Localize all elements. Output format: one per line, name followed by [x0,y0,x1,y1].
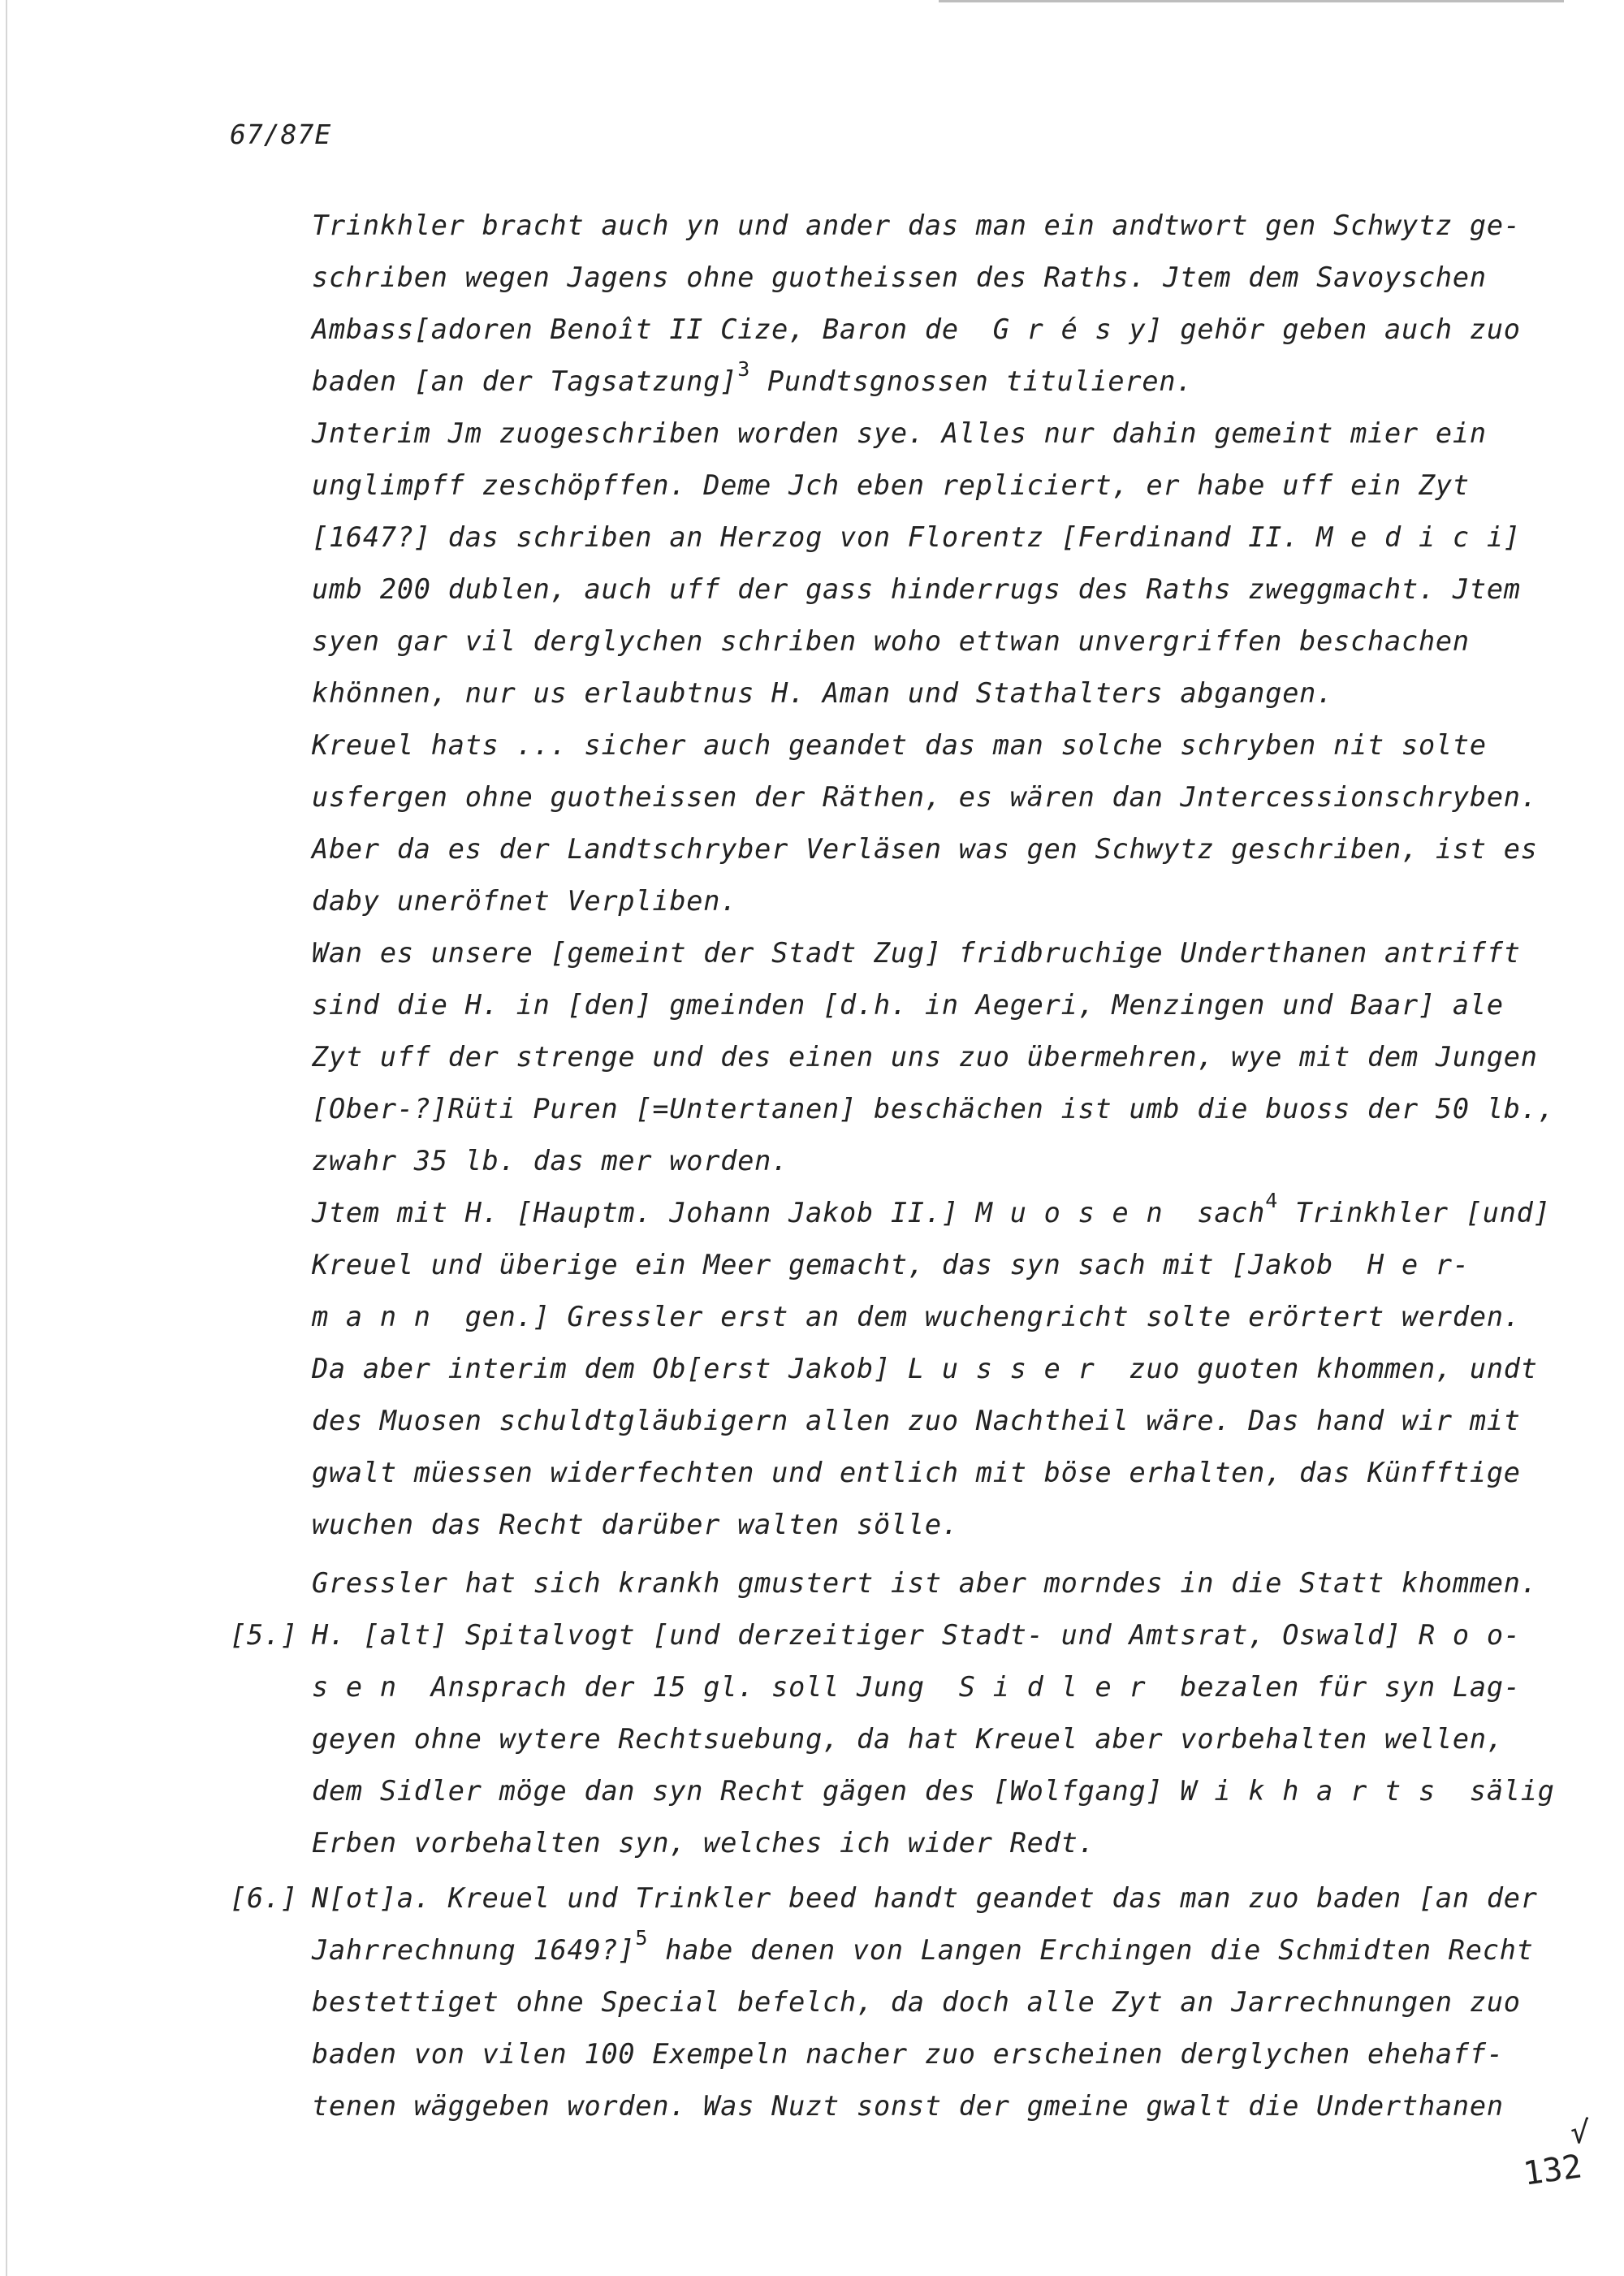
text-line: schriben wegen Jagens ohne guotheissen des Raths. Jtem dem Savoyschen [312,261,1487,293]
text-line: sind die H. in [den] gmeinden [d.h. in Aegeri, Menzingen und Baar] ale [312,989,1504,1021]
text-line: Ambass[adoren Benoît II Cize, Baron de G r é s y] gehör geben auch zuo [312,313,1521,345]
text-line: bestettiget ohne Special befelch, da doch alle Zyt an Jarrechnungen zuo [312,1986,1521,2018]
checkmark-annotation: √ [1570,2114,1589,2150]
text-line: N[ot]a. Kreuel und Trinkler beed handt geandet das man zuo baden [an der [312,1882,1538,1914]
text-line: Gressler hat sich krankh gmustert ist aber morndes in die Statt khommen. [312,1567,1538,1599]
document-reference: 67/87E [230,119,332,150]
text-line: H. [alt] Spitalvogt [und derzeitiger Stadt- und Amtsrat, Oswald] R o o- [312,1619,1521,1651]
scan-top-edge [939,0,1564,2]
footnote-marker: 3 [737,357,751,381]
text-line: Erben vorbehalten syn, welches ich wider Redt. [312,1827,1095,1859]
text-line: s e n Ansprach der 15 gl. soll Jung S i d l e r bezalen für syn Lag- [312,1671,1521,1703]
text-line: umb 200 dublen, auch uff der gass hinderrugs des Raths zweggmacht. Jtem [312,573,1521,605]
text-line: syen gar vil derglychen schriben woho ettwan unvergriffen beschachen [312,625,1470,657]
text-line: daby uneröfnet Verpliben. [312,885,738,917]
text-line: Jahrrechnung 1649?]$^5$ habe denen von Langen Erchingen die Schmidten Recht [312,1926,1534,1966]
text-line: Jtem mit H. [Hauptm. Johann Jakob II.] M u o s e n sach$^4$ Trinkhler [und] [312,1189,1551,1229]
section-marker: [5.] [230,1619,298,1651]
text-line: Kreuel hats ... sicher auch geandet das man solche schryben nit solte [312,729,1487,761]
text-line: baden [an der Tagsatzung]$^3$ Pundtsgnossen titulieren. [312,357,1194,397]
text-line: Aber da es der Landtschryber Verläsen was gen Schwytz geschriben, ist es [312,833,1538,865]
footnote-marker: 4 [1265,1189,1279,1212]
text-line: Kreuel und überige ein Meer gemacht, das syn sach mit [Jakob H e r- [312,1249,1470,1281]
text-line: unglimpff zeschöpffen. Deme Jch eben repliciert, er habe uff ein Zyt [312,469,1470,501]
text-line: geyen ohne wytere Rechtsuebung, da hat Kreuel aber vorbehalten wellen, [312,1723,1504,1755]
text-line: Wan es unsere [gemeint der Stadt Zug] fridbruchige Underthanen antrifft [312,937,1521,969]
section-marker: [6.] [230,1882,298,1914]
text-line: baden von vilen 100 Exempeln nacher zuo erscheinen derglychen ehehaff- [312,2038,1504,2070]
text-line: tenen wäggeben worden. Was Nuzt sonst der gmeine gwalt die Underthanen [312,2090,1504,2122]
text-line: wuchen das Recht darüber walten sölle. [312,1509,959,1540]
text-line: khönnen, nur us erlaubtnus H. Aman und Stathalters abgangen. [312,677,1334,709]
text-line: m a n n gen.] Gressler erst an dem wuchengricht solte erörtert werden. [312,1301,1521,1332]
text-line: [1647?] das schriben an Herzog von Florentz [Ferdinand II. M e d i c i] [312,521,1521,553]
text-line: Zyt uff der strenge und des einen uns zuo übermehren, wye mit dem Jungen [312,1041,1538,1073]
scan-edge [6,0,7,2276]
text-line: zwahr 35 lb. das mer worden. [312,1145,789,1177]
text-line: Trinkhler bracht auch yn und ander das man ein andtwort gen Schwytz ge- [312,209,1521,241]
handwritten-page-number: 132 [1521,2148,1585,2193]
footnote-marker: 5 [635,1926,649,1950]
text-line: dem Sidler möge dan syn Recht gägen des [Wolfgang] W i k h a r t s sälig [312,1775,1555,1807]
text-line: gwalt müessen widerfechten und entlich mit böse erhalten, das Künfftige [312,1457,1521,1488]
text-line: usfergen ohne guotheissen der Räthen, es wären dan Jntercessionschryben. [312,781,1538,813]
text-line: des Muosen schuldtgläubigern allen zuo Nachtheil wäre. Das hand wir mit [312,1405,1521,1436]
text-line: Jnterim Jm zuogeschriben worden sye. Alles nur dahin gemeint mier ein [312,417,1487,449]
text-line: [Ober-?]Rüti Puren [=Untertanen] beschächen ist umb die buoss der 50 lb., [312,1093,1555,1125]
text-line: Da aber interim dem Ob[erst Jakob] L u s s e r zuo guoten khommen, undt [312,1353,1538,1384]
